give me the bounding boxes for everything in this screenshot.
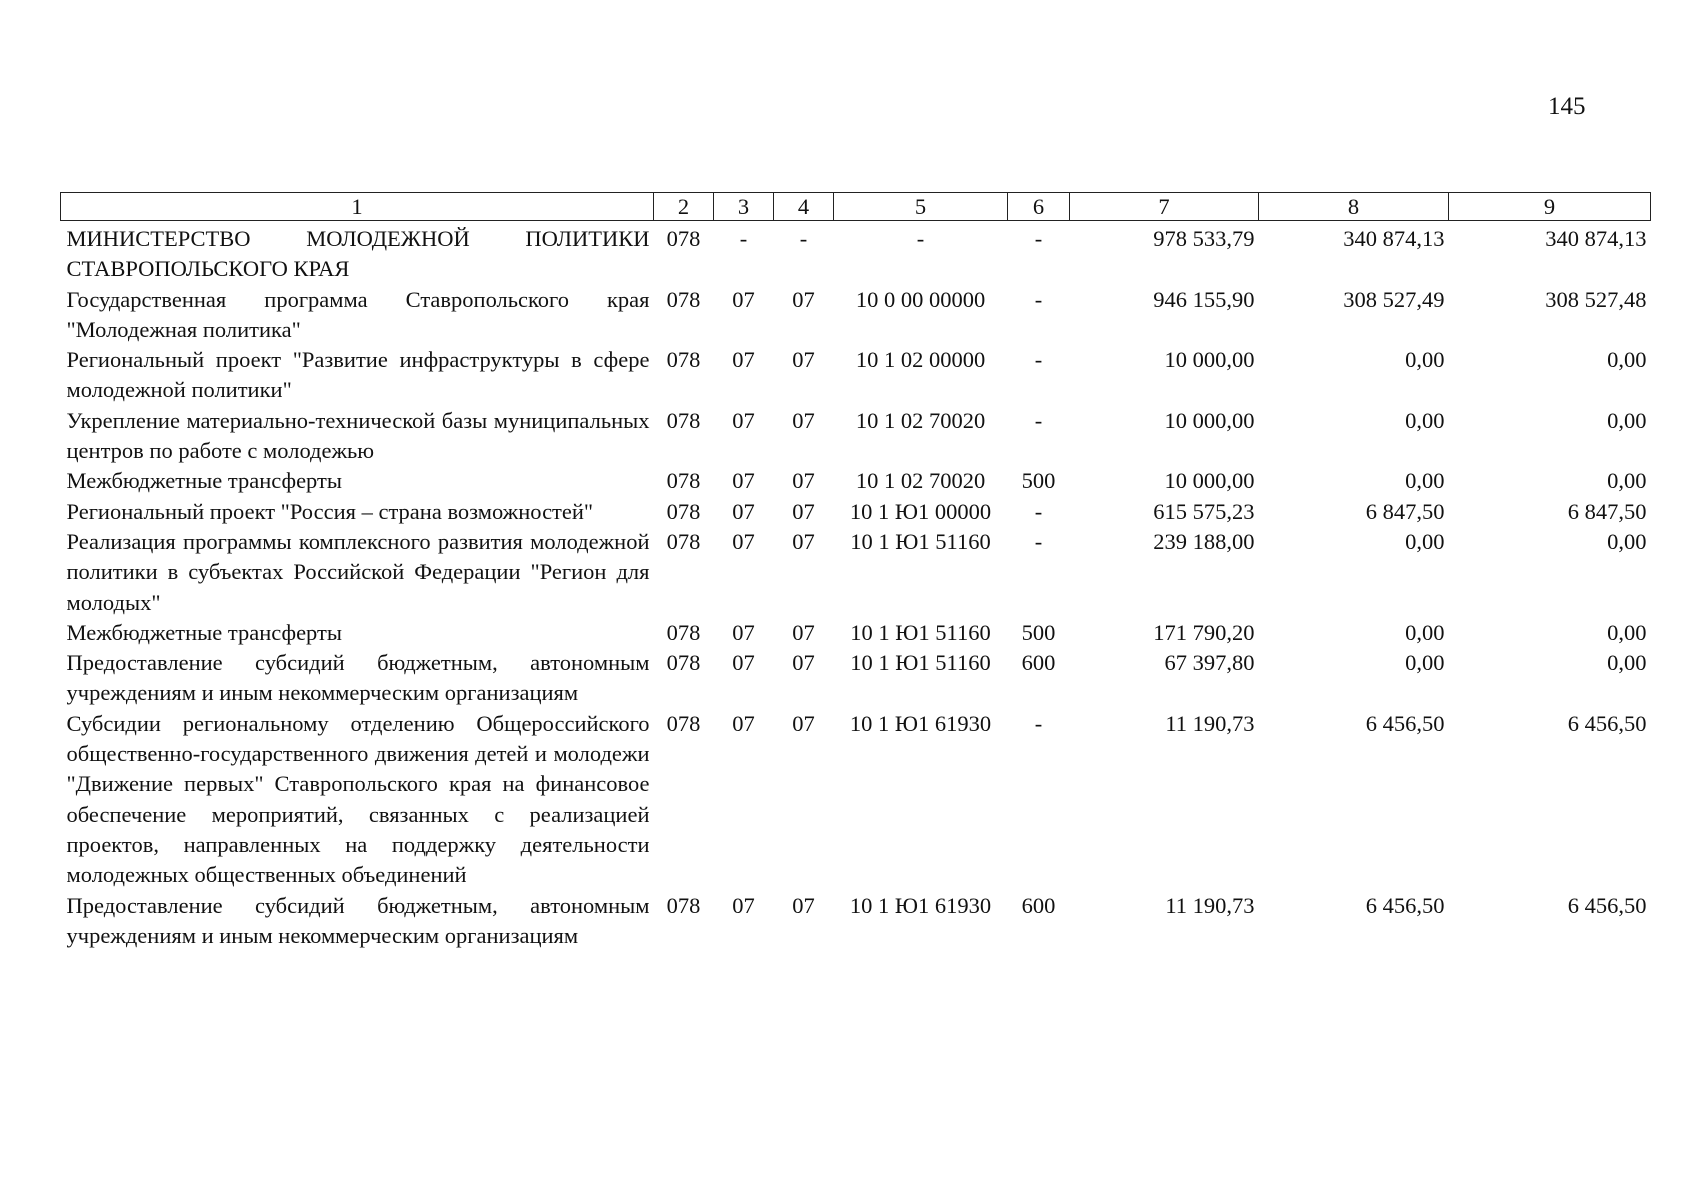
row-name: МИНИСТЕРСТВО МОЛОДЕЖНОЙ ПОЛИТИКИ СТАВРОПОЛЬСКОГО КРАЯ: [66, 226, 650, 282]
row-section: 07: [732, 407, 755, 433]
row-expense-type: 500: [1021, 468, 1056, 494]
row-target-article: 10 1 Ю1 61930: [849, 710, 992, 736]
row-name: Реализация программы комплексного развития молодежной политики в субъектах Российской Федерации "Регион для молодых": [66, 528, 650, 615]
row-ministry-code: 078: [666, 892, 701, 918]
row-target-article: 10 1 Ю1 51160: [850, 528, 991, 554]
row-subsection: 07: [792, 892, 815, 918]
row-amount-col9: 6 456,50: [1567, 892, 1647, 918]
row-ministry-code: 078: [666, 650, 701, 676]
row-name: Предоставление субсидий бюджетным, автономным учреждениям и иным некоммерческим организациям: [66, 650, 650, 706]
row-subsection: 07: [792, 407, 815, 433]
header-row: [61, 193, 1651, 221]
table-row: [61, 345, 1651, 406]
table-row: [61, 709, 1651, 891]
row-name: Государственная программа Ставропольского края "Молодежная политика": [66, 286, 650, 342]
row-subsection: 07: [792, 286, 815, 312]
row-name: Межбюджетные трансферты: [66, 619, 342, 645]
row-expense-type: 500: [1021, 619, 1056, 645]
table-row: [61, 497, 1651, 527]
row-name: Укрепление материально-технической базы муниципальных центров по работе с молодежью: [66, 407, 650, 464]
header-cell: 6: [1008, 193, 1070, 221]
row-amount-col8: 6 456,50: [1365, 710, 1445, 736]
row-name: Региональный проект "Россия – страна возможностей": [66, 498, 594, 524]
row-name: Межбюджетные трансферты: [66, 468, 342, 494]
row-amount-col9: 308 527,48: [1545, 286, 1647, 312]
row-amount-col7: 239 188,00: [1153, 528, 1255, 554]
row-amount-col7: 11 190,73: [1165, 892, 1255, 918]
row-ministry-code: 078: [666, 347, 701, 373]
row-section: 07: [732, 892, 755, 918]
row-section: 07: [732, 498, 755, 524]
row-target-article: 10 1 02 70020: [855, 468, 986, 494]
row-amount-col9: 0,00: [1607, 650, 1647, 676]
header-cell: 7: [1070, 193, 1259, 221]
row-amount-col8: 0,00: [1405, 650, 1445, 676]
row-section: 07: [732, 710, 755, 736]
page-number: 145: [1548, 93, 1586, 120]
row-target-article: 10 1 Ю1 51160: [850, 650, 991, 676]
table-row: [61, 406, 1651, 467]
row-amount-col8: 6 847,50: [1365, 498, 1445, 524]
row-expense-type: -: [1034, 347, 1043, 373]
row-subsection: 07: [792, 347, 815, 373]
row-target-article: 10 1 02 00000: [855, 347, 986, 373]
budget-table: [60, 192, 1651, 951]
table-row: [61, 527, 1651, 618]
row-amount-col9: 340 874,13: [1545, 226, 1647, 251]
row-amount-col7: 10 000,00: [1164, 468, 1255, 494]
row-amount-col9: 0,00: [1607, 407, 1647, 433]
header-cell: 8: [1259, 193, 1449, 221]
row-amount-col8: 0,00: [1405, 619, 1445, 645]
row-amount-col7: 11 190,73: [1165, 710, 1255, 736]
row-amount-col7: 10 000,00: [1164, 347, 1255, 373]
row-ministry-code: 078: [666, 619, 701, 645]
row-target-article: 10 1 02 70020: [855, 407, 986, 433]
row-ministry-code: 078: [666, 286, 701, 312]
row-expense-type: -: [1034, 710, 1043, 736]
row-amount-col7: 615 575,23: [1153, 498, 1255, 524]
row-target-article: -: [916, 226, 925, 251]
row-subsection: 07: [792, 498, 815, 524]
row-amount-col7: 10 000,00: [1164, 407, 1255, 433]
row-ministry-code: 078: [666, 226, 701, 251]
row-amount-col9: 6 456,50: [1567, 710, 1647, 736]
row-amount-col7: 946 155,90: [1153, 286, 1255, 312]
row-ministry-code: 078: [666, 498, 701, 524]
row-expense-type: 600: [1021, 892, 1056, 918]
table-row: [61, 891, 1651, 952]
row-name: Субсидии региональному отделению Общероссийского общественно-государственного движения детей и молодежи "Движение первых" Ставропольского края на финансовое обеспечение мероприятий, связанных с реализацией проектов, направленных на поддержку деятельности молодежных общественных объединений: [66, 710, 650, 888]
header-cell: 2: [654, 193, 714, 221]
row-subsection: 07: [792, 619, 815, 645]
row-amount-col9: 6 847,50: [1567, 498, 1647, 524]
row-subsection: -: [799, 226, 808, 251]
row-amount-col8: 0,00: [1405, 528, 1445, 554]
row-amount-col8: 0,00: [1405, 407, 1445, 433]
header-cell: 3: [714, 193, 774, 221]
row-subsection: 07: [792, 528, 815, 554]
row-ministry-code: 078: [666, 468, 701, 494]
row-amount-col9: 0,00: [1607, 528, 1647, 554]
header-cell: 5: [834, 193, 1008, 221]
row-amount-col8: 6 456,50: [1365, 892, 1445, 918]
row-target-article: 10 0 00 00000: [855, 286, 986, 312]
header-cell: 9: [1449, 193, 1651, 221]
row-amount-col9: 0,00: [1607, 347, 1647, 373]
row-amount-col8: 0,00: [1405, 468, 1445, 494]
row-subsection: 07: [792, 650, 815, 676]
header-cell: 4: [774, 193, 834, 221]
row-amount-col8: 340 874,13: [1343, 226, 1445, 251]
row-name: Предоставление субсидий бюджетным, автономным учреждениям и иным некоммерческим организациям: [66, 892, 650, 948]
row-expense-type: -: [1034, 407, 1043, 433]
row-amount-col7: 978 533,79: [1153, 226, 1255, 251]
row-section: 07: [732, 650, 755, 676]
row-ministry-code: 078: [666, 528, 701, 554]
table-row: [61, 648, 1651, 709]
table-row: [61, 618, 1651, 648]
row-target-article: 10 1 Ю1 00000: [849, 498, 992, 524]
table-row: [61, 221, 1651, 285]
row-section: 07: [732, 619, 755, 645]
row-amount-col7: 67 397,80: [1164, 650, 1255, 676]
row-amount-col8: 308 527,49: [1343, 286, 1445, 312]
row-expense-type: -: [1034, 498, 1043, 524]
row-expense-type: 600: [1021, 650, 1056, 676]
row-target-article: 10 1 Ю1 51160: [850, 619, 991, 645]
row-section: 07: [732, 286, 755, 312]
row-section: 07: [732, 528, 755, 554]
row-section: 07: [732, 468, 755, 494]
row-expense-type: -: [1034, 528, 1043, 554]
row-ministry-code: 078: [666, 407, 701, 433]
row-amount-col9: 0,00: [1607, 619, 1647, 645]
row-amount-col9: 0,00: [1607, 468, 1647, 494]
row-section: -: [739, 226, 748, 251]
row-subsection: 07: [792, 710, 815, 736]
row-ministry-code: 078: [666, 710, 701, 736]
table-row: [61, 285, 1651, 346]
header-cell: 1: [61, 193, 654, 221]
row-subsection: 07: [792, 468, 815, 494]
row-section: 07: [732, 347, 755, 373]
row-expense-type: -: [1034, 226, 1043, 251]
row-expense-type: -: [1034, 286, 1043, 312]
row-target-article: 10 1 Ю1 61930: [849, 892, 992, 918]
row-amount-col8: 0,00: [1405, 347, 1445, 373]
table-row: [61, 466, 1651, 496]
row-name: Региональный проект "Развитие инфраструктуры в сфере молодежной политики": [66, 347, 650, 403]
row-amount-col7: 171 790,20: [1153, 619, 1255, 645]
